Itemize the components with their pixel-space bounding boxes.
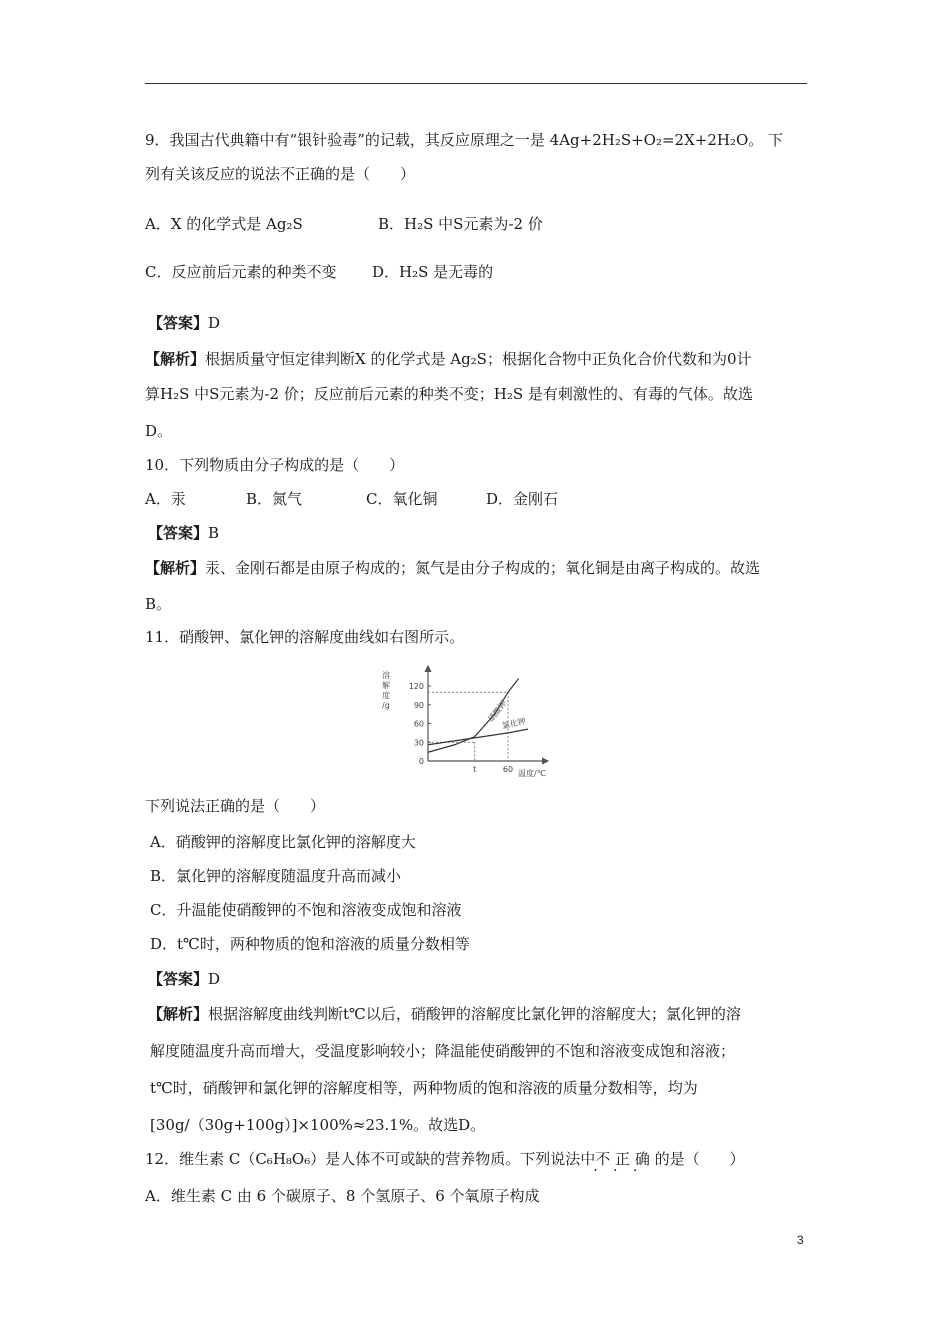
emphasis-char: 确 bbox=[634, 1150, 650, 1168]
y-tick-label: 60 bbox=[413, 719, 424, 729]
header-rule bbox=[145, 83, 807, 84]
y-tick-label: 0 bbox=[418, 757, 424, 766]
page-number: 3 bbox=[797, 1233, 804, 1247]
analysis-label: 【解析】 bbox=[148, 1005, 209, 1023]
q10-option-c: C．氧化铜 bbox=[366, 490, 438, 508]
q11-answer bbox=[148, 969, 220, 989]
q10-stem: 10．下列物质由分子构成的是（ ） bbox=[145, 456, 405, 474]
series-line-kno3 bbox=[428, 679, 519, 753]
q11-option-c: C．升温能使硝酸钾的不饱和溶液变成饱和溶液 bbox=[150, 901, 462, 919]
series-label-kno3: 硝酸钾 bbox=[486, 699, 509, 724]
q10-option-a: A．汞 bbox=[145, 490, 186, 508]
q10-option-b: B．氮气 bbox=[246, 490, 303, 508]
q10-answer bbox=[148, 523, 219, 543]
y-tick-label: 90 bbox=[413, 700, 424, 710]
answer-value: D bbox=[208, 970, 221, 988]
q11-analysis-line3: t℃时，硝酸钾和氯化钾的溶解度相等，两种物质的饱和溶液的质量分数相等，均为 bbox=[150, 1079, 698, 1097]
q11-analysis-line1: 【解析】根据溶解度曲线判断t℃以后，硝酸钾的溶解度比氯化钾的溶解度大；氯化钾的溶 bbox=[148, 1005, 741, 1023]
emphasis-char: 正 bbox=[615, 1150, 631, 1168]
q11-analysis-line2: 解度随温度升高而增大，受温度影响较小；降温能使硝酸钾的不饱和溶液变成饱和溶液； bbox=[150, 1042, 736, 1060]
analysis-label: 【解析】 bbox=[145, 350, 206, 368]
q12-option-a: A．维生素 C 由 6 个碳原子、8 个氢原子、6 个氧原子构成 bbox=[145, 1187, 540, 1205]
q11-option-b: B．氯化钾的溶解度随温度升高而减小 bbox=[150, 867, 402, 885]
q9-answer bbox=[148, 313, 220, 333]
answer-label: 【答案】 bbox=[148, 524, 209, 542]
series-line-kcl bbox=[428, 729, 528, 745]
q9-analysis-line3: D。 bbox=[145, 422, 173, 440]
q9-option-a: A．X 的化学式是 Ag₂S bbox=[145, 215, 303, 233]
solubility-chart bbox=[378, 660, 578, 782]
y-axis-label-3: 度 bbox=[382, 691, 390, 700]
answer-value: B bbox=[208, 524, 220, 542]
q9-option-c: C．反应前后元素的种类不变 bbox=[145, 263, 337, 281]
y-axis-label-1: 溶 bbox=[382, 671, 390, 680]
q9-analysis-line2: 算H₂S 中S元素为-2 价；反应前后元素的种类不变；H₂S 是有刺激性的、有毒的气体。故选 bbox=[145, 385, 753, 403]
q11-question: 下列说法正确的是（ ） bbox=[145, 797, 326, 815]
q9-option-d: D．H₂S 是无毒的 bbox=[372, 263, 494, 281]
analysis-label: 【解析】 bbox=[145, 559, 206, 577]
answer-value: D bbox=[208, 314, 221, 332]
q12-stem: 12．维生素 C（C₆H₈O₆）是人体不可或缺的营养物质。下列说法中不 正 确 的是（ ） bbox=[145, 1150, 745, 1168]
x-tick-label: 60 bbox=[502, 765, 514, 774]
q11-analysis-line4: [30g/（30g+100g）]×100%≈23.1%。故选D。 bbox=[150, 1116, 486, 1134]
answer-label: 【答案】 bbox=[148, 970, 209, 988]
q9-analysis-line1: 【解析】根据质量守恒定律判断X 的化学式是 Ag₂S；根据化合物中正负化合价代数和为0计 bbox=[145, 350, 752, 368]
q10-analysis-line2: B。 bbox=[145, 595, 172, 613]
q9-stem-line2: 列有关该反应的说法不正确的是（ ） bbox=[145, 165, 416, 183]
q10-option-d: D．金刚石 bbox=[486, 490, 559, 508]
q10-analysis-line1: 【解析】汞、金刚石都是由原子构成的；氮气是由分子构成的；氧化铜是由离子构成的。故选 bbox=[145, 559, 761, 577]
series-label-kcl: 氯化钾 bbox=[501, 716, 527, 731]
q11-stem: 11．硝酸钾、氯化钾的溶解度曲线如右图所示。 bbox=[145, 628, 465, 646]
y-tick-label: 120 bbox=[408, 682, 424, 691]
q11-option-d: D．t℃时，两种物质的饱和溶液的质量分数相等 bbox=[150, 935, 470, 953]
q11-option-a: A．硝酸钾的溶解度比氯化钾的溶解度大 bbox=[150, 833, 416, 851]
y-tick-label: 30 bbox=[413, 738, 424, 748]
y-axis-label-4: /g bbox=[382, 701, 390, 710]
q9-option-b: B．H₂S 中S元素为-2 价 bbox=[378, 215, 543, 233]
x-axis-label: 温度/℃ bbox=[518, 769, 546, 778]
answer-label: 【答案】 bbox=[148, 314, 209, 332]
x-tick-label: t bbox=[473, 765, 477, 774]
emphasis-char: 不 bbox=[595, 1150, 611, 1168]
q9-stem-line1: 9．我国古代典籍中有“银针验毒”的记载，其反应原理之一是 4Ag+2H₂S+O₂=2X+2H₂O。 下 bbox=[145, 131, 784, 149]
y-axis-label-2: 解 bbox=[382, 681, 390, 690]
